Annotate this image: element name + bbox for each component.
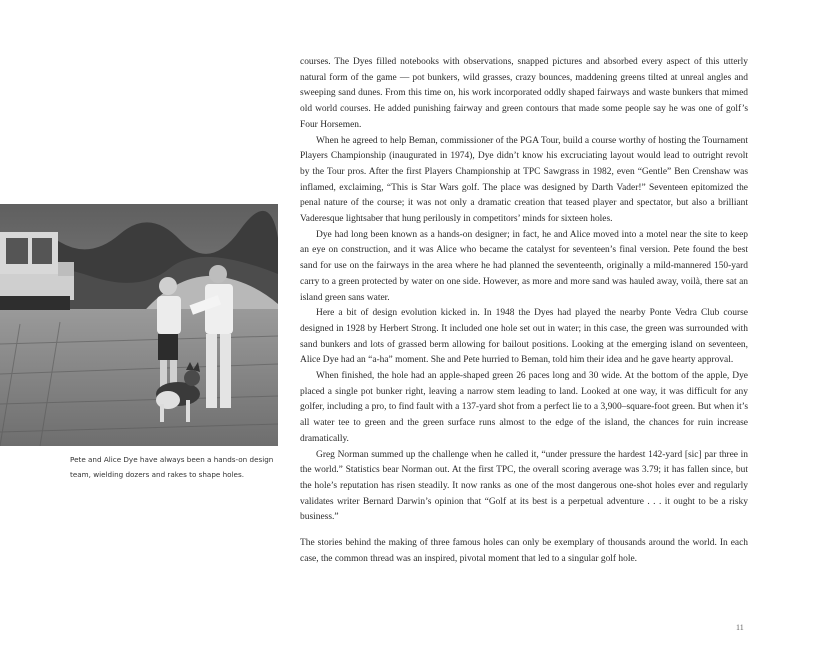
paragraph: Greg Norman summed up the challenge when he called it, “under pressure the hardest 142-yard [sic] par three in the world.” Statistics bear Norman out. At the first TPC, the overall scoring average was 3.79; it has fallen since, but the hole’s reputation has risen steadily. It now ranks as one of the most dangerous one-shot holes ever and regularly validates writer Bernard Darwin’s opinion that “Golf at its best is a perpetual adventure . . . it ought to be a risky business.” — [300, 449, 748, 523]
paragraph: When he agreed to help Beman, commissioner of the PGA Tour, build a course worthy of hosting the Tournament Players Championship (inaugurated in 1974), Dye didn’t know his excruciating layout would lead to outright revolt by the Tour pros. After the first Players Championship at TPC Sawgrass in 1982, even “Gentle” Ben Crenshaw was inflamed, exclaiming, “This is Star Wars golf. The place was designed by Darth Vader!” Seventeen epitomized the penal nature of the course; it was not only a dramatic creation that teased player and spectator, but also a brilliant Vaderesque lightsaber that hung perilously in competitors’ minds for sixteen holes. — [300, 135, 748, 225]
body-text — [300, 55, 748, 568]
page-number: 11 — [736, 623, 744, 632]
paragraph: When finished, the hole had an apple-shaped green 26 paces long and 30 wide. At the bottom of the apple, Dye placed a single pot bunker right, leaving a narrow stem leading to land. Looked at one way, it was difficult for any golfer, including a pro, to find fault with a 137-yard shot from a perfect lie to a 3,900–square-foot green. But when it’s all water tee to green and the green surface runs almost to the edge of the island, the chances for ruin increase dramatically. — [300, 371, 748, 444]
paragraph: Dye had long been known as a hands-on designer; in fact, he and Alice moved into a motel near the site to keep an eye on construction, and it was Alice who became the catalyst for seventeen’s final version. Pete found the best sand for use on the fairways in the area where he had planned the seventeenth, originally a mild-mannered 150-yard carry to a green protected by water on one side. However, as more and more sand was hauled away, voilà, there sat an island green sans water. — [300, 229, 748, 303]
paragraph: courses. The Dyes filled notebooks with observations, snapped pictures and absorbed every aspect of this utterly natural form of the game — pot bunkers, wild grasses, crazy bounces, maddening greens tilted at unreal angles and sweeping sand dunes. From this time on, his work incorporated oddly shaped fairways and waste bunkers that mimed old world courses. He added punishing fairway and green contours that made some people say he was one of golf’s Four Horsemen. — [300, 57, 748, 130]
paragraph: Here a bit of design evolution kicked in. In 1948 the Dyes had played the nearby Ponte Vedra Club course designed in 1928 by Herbert Strong. It included one hole set out in water; in this case, the green was surrounded with sand bunkers and lots of grassed berm allowing for bailout positions. Looking at the emerging island on seventeen, Alice Dye had an “a-ha” moment. She and Pete hurried to Beman, told him their idea and he gave hearty approval. — [300, 308, 748, 366]
photo-caption: Pete and Alice Dye have always been a hands-on design team, wielding dozers and rakes to shape holes. — [70, 455, 274, 479]
construction-site-photo — [0, 204, 278, 446]
paragraph: The stories behind the making of three famous holes can only be exemplary of thousands around the world. In each case, the common thread was an inspired, pivotal moment that led to a singular golf hole. — [300, 538, 748, 564]
